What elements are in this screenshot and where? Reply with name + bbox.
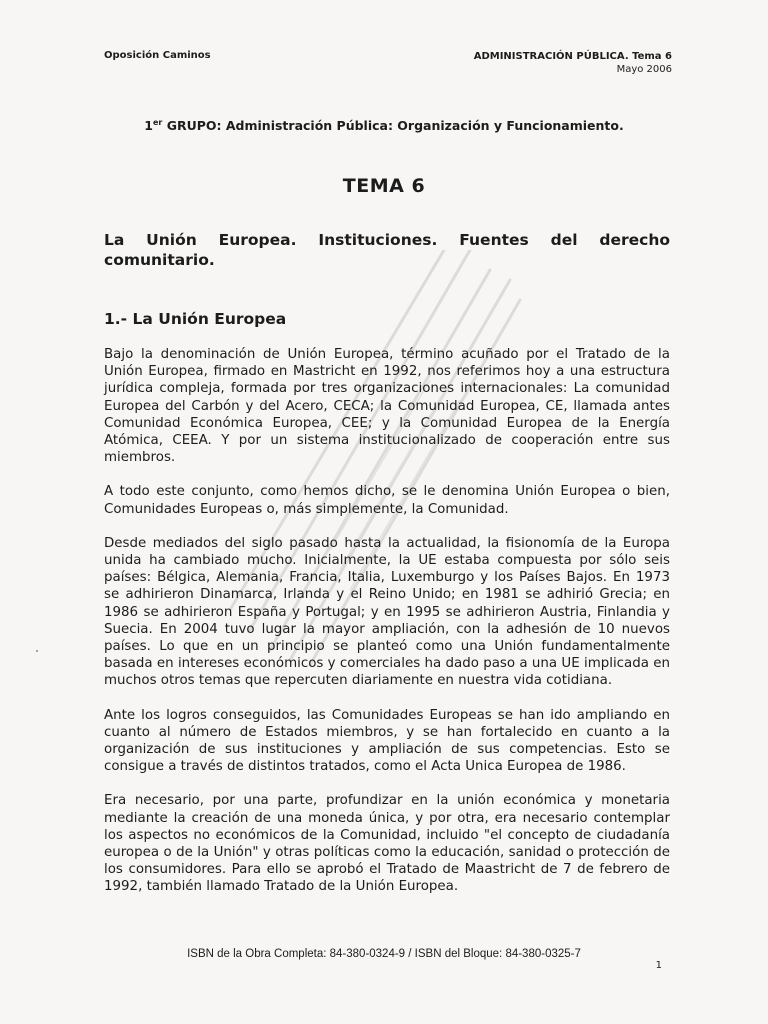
footer-isbn: ISBN de la Obra Completa: 84-380-0324-9 / ISBN del Bloque: 84-380-0325-7 <box>187 948 581 960</box>
scan-speck <box>36 650 38 652</box>
group-title <box>0 118 768 133</box>
paragraph: Ante los logros conseguidos, las Comunidades Europeas se han ido ampliando en cuanto al número de Estados miembros, y se han fortalecido en cuanto a la organización de sus instituciones y ampliación de sus competencias. Esto se consigue a través de distintos tratados, como el Acta Unica Europea de 1986. <box>104 707 670 775</box>
header-left-label: Oposición Caminos <box>104 50 211 61</box>
group-title-ordinal-sup: er <box>152 117 163 127</box>
tema-title: TEMA 6 <box>342 175 426 197</box>
group-title-ordinal: 1 <box>144 118 153 133</box>
header-right-date: Mayo 2006 <box>616 64 672 75</box>
header-right <box>474 50 672 76</box>
paragraph: A todo este conjunto, como hemos dicho, se le denomina Unión Europea o bien, Comunidades Europeas o, más simplemente, la Comunidad. <box>104 484 670 517</box>
paragraph: Era necesario, por una parte, profundizar en la unión económica y monetaria mediante la creación de una moneda única, y por otra, era necesario contemplar los aspectos no económicos de la Comunidad, incluido "el concepto de ciudadanía europea o de la Unión" y otras políticas como la educación, sanidad o protección de los consumidores. Para ello se aprobó el Tratado de Maastricht de 7 de febrero de 1992, también llamado Tratado de la Unión Europea. <box>104 793 670 895</box>
page-number: 1 <box>655 960 662 971</box>
paragraph: Desde mediados del siglo pasado hasta la actualidad, la fisionomía de la Europa unida ha cambiado mucho. Inicialmente, la UE estaba compuesta por sólo seis países: Bélgica, Alemania, Francia, Italia, Luxemburgo y los Países Bajos. En 1973 se adhirieron Dinamarca, Irlanda y el Reino Unido; en 1981 se adhirió Grecia; en 1986 se adhirieron España y Portugal; y en 1995 se adhirieron Austria, Finlandia y Suecia. En 2004 tuvo lugar la mayor ampliación, con la adhesión de 10 nuevos países. Lo que en un principio se planteó como una Unión fundamentalmente basada en intereses económicos y comerciales ha dado paso a una UE implicada en muchos otros temas que repercuten diariamente en nuestra vida cotidiana. <box>104 535 670 689</box>
paragraph: Bajo la denominación de Unión Europea, término acuñado por el Tratado de la Unión Europea, firmado en Mastricht en 1992, nos referimos hoy a una estructura jurídica compleja, formada por tres organizaciones internacionales: La comunidad Europea del Carbón y del Acero, CECA; la Comunidad Europea, CE, llamada antes Comunidad Económica Europea, CEE; y la Comunidad Europea de la Energía Atómica, CEEA. Y por un sistema institucionalizado de cooperación entre sus miembros. <box>104 347 670 466</box>
header-right-title: ADMINISTRACIÓN PÚBLICA. Tema 6 <box>473 51 672 62</box>
group-title-text: GRUPO: Administración Pública: Organización y Funcionamiento. <box>162 118 624 133</box>
section-heading: 1.- La Unión Europea <box>104 310 287 328</box>
body-text <box>104 346 670 913</box>
tema-subtitle: La Unión Europea. Instituciones. Fuentes del derecho comunitario. <box>104 231 670 269</box>
